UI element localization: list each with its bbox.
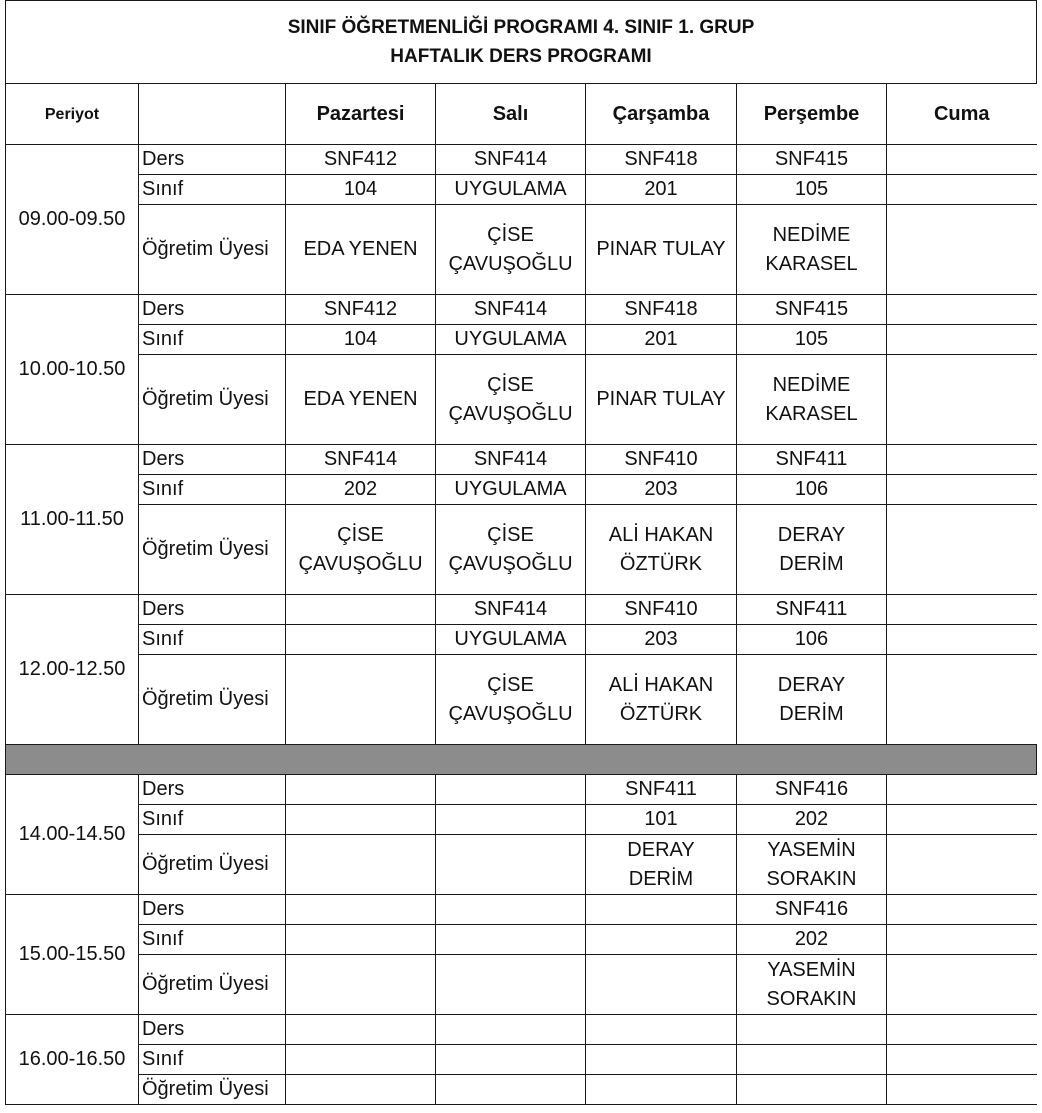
period-2-course-row — [6, 295, 1037, 325]
row-label-room: Sınıf — [139, 925, 286, 955]
course-code-tuesday — [436, 1015, 586, 1045]
period-6-instructor-row — [6, 955, 1037, 1015]
course-code-tuesday — [436, 895, 586, 925]
room-thursday: 202 — [737, 805, 887, 835]
row-label-course: Ders — [139, 595, 286, 625]
instructor-cell-wednesday — [586, 355, 737, 445]
instructor-name-line-1: ÇİSE — [487, 373, 534, 396]
course-code-wednesday: SNF411 — [586, 775, 737, 805]
day-header-friday: Cuma — [887, 84, 1037, 145]
period-4-room-row — [6, 625, 1037, 655]
period-5-instructor-row — [6, 835, 1037, 895]
room-tuesday — [436, 925, 586, 955]
room-friday — [887, 625, 1037, 655]
room-friday — [887, 175, 1037, 205]
instructor-name-line-1: PINAR TULAY — [596, 238, 726, 260]
period-time: 15.00-15.50 — [6, 895, 139, 1015]
instructor-name-line-1: DERAY — [627, 838, 695, 861]
instructor-cell-wednesday — [586, 835, 737, 895]
instructor-name-line-2: DERİM — [628, 867, 694, 890]
instructor-cell-thursday — [737, 655, 887, 745]
instructor-cell-friday — [887, 655, 1037, 745]
row-label-instructor: Öğretim Üyesi — [139, 1075, 286, 1105]
course-code-wednesday: SNF418 — [586, 295, 737, 325]
period-time: 11.00-11.50 — [6, 445, 139, 595]
period-7-course-row — [6, 1015, 1037, 1045]
room-thursday: 105 — [737, 175, 887, 205]
row-label-course: Ders — [139, 145, 286, 175]
weekly-schedule-table — [5, 0, 1037, 1105]
course-code-wednesday: SNF410 — [586, 595, 737, 625]
instructor-name-line-1: ÇİSE — [487, 523, 534, 546]
label-header-blank — [139, 84, 286, 145]
instructor-name-line-1: YASEMİN — [767, 958, 856, 981]
room-tuesday: UYGULAMA — [436, 625, 586, 655]
instructor-cell-wednesday — [586, 1075, 737, 1105]
header-row — [6, 84, 1037, 145]
room-friday — [887, 925, 1037, 955]
instructor-name-line-2: ÇAVUŞOĞLU — [298, 552, 423, 575]
row-label-instructor: Öğretim Üyesi — [139, 205, 286, 295]
course-code-thursday: SNF411 — [737, 445, 887, 475]
instructor-name-line-1: EDA YENEN — [303, 238, 418, 260]
room-wednesday: 201 — [586, 175, 737, 205]
instructor-cell-thursday — [737, 955, 887, 1015]
period-2-instructor-row — [6, 355, 1037, 445]
period-6-room-row — [6, 925, 1037, 955]
instructor-name-line-2: ÖZTÜRK — [619, 702, 703, 725]
day-header-tuesday: Salı — [436, 84, 586, 145]
instructor-cell-tuesday — [436, 1075, 586, 1105]
course-code-wednesday: SNF418 — [586, 145, 737, 175]
instructor-name-line-1: NEDİME — [772, 373, 851, 396]
instructor-name-line-1: NEDİME — [772, 223, 851, 246]
instructor-name-line-2: DERİM — [779, 552, 844, 575]
course-code-monday — [286, 775, 436, 805]
instructor-cell-wednesday — [586, 955, 737, 1015]
row-label-course: Ders — [139, 775, 286, 805]
room-friday — [887, 325, 1037, 355]
period-3-instructor-row — [6, 505, 1037, 595]
room-thursday — [737, 1045, 887, 1075]
instructor-cell-monday — [286, 355, 436, 445]
course-code-monday — [286, 595, 436, 625]
row-label-room: Sınıf — [139, 325, 286, 355]
room-tuesday: UYGULAMA — [436, 175, 586, 205]
day-header-wednesday: Çarşamba — [586, 84, 737, 145]
instructor-name-line-1: YASEMİN — [767, 838, 856, 861]
period-7-room-row — [6, 1045, 1037, 1075]
period-time: 12.00-12.50 — [6, 595, 139, 745]
instructor-name-line-1: ALİ HAKAN — [608, 523, 714, 546]
period-1-instructor-row — [6, 205, 1037, 295]
row-label-course: Ders — [139, 895, 286, 925]
period-1-room-row — [6, 175, 1037, 205]
instructor-cell-thursday — [737, 1075, 887, 1105]
instructor-cell-tuesday — [436, 505, 586, 595]
row-label-course: Ders — [139, 295, 286, 325]
row-label-room: Sınıf — [139, 475, 286, 505]
period-time: 14.00-14.50 — [6, 775, 139, 895]
instructor-name-line-1: ALİ HAKAN — [608, 673, 714, 696]
room-monday — [286, 1045, 436, 1075]
course-code-wednesday — [586, 1015, 737, 1045]
instructor-name-line-2: ÇAVUŞOĞLU — [448, 702, 573, 725]
instructor-cell-friday — [887, 505, 1037, 595]
instructor-cell-monday — [286, 1075, 436, 1105]
period-4-instructor-row — [6, 655, 1037, 745]
room-friday — [887, 805, 1037, 835]
room-thursday: 105 — [737, 325, 887, 355]
room-wednesday: 101 — [586, 805, 737, 835]
room-thursday: 106 — [737, 475, 887, 505]
row-label-course: Ders — [139, 1015, 286, 1045]
course-code-wednesday: SNF410 — [586, 445, 737, 475]
period-1-course-row — [6, 145, 1037, 175]
instructor-cell-wednesday — [586, 205, 737, 295]
instructor-cell-monday — [286, 505, 436, 595]
page-title — [6, 1, 1037, 84]
course-code-monday — [286, 895, 436, 925]
room-friday — [887, 1045, 1037, 1075]
course-code-tuesday: SNF414 — [436, 145, 586, 175]
period-7-instructor-row — [6, 1075, 1037, 1105]
title-row — [6, 1, 1037, 84]
course-code-friday — [887, 775, 1037, 805]
row-label-instructor: Öğretim Üyesi — [139, 835, 286, 895]
period-5-room-row — [6, 805, 1037, 835]
instructor-name-line-1: ÇİSE — [487, 673, 534, 696]
instructor-name-line-2: ÖZTÜRK — [619, 552, 703, 575]
period-4-course-row — [6, 595, 1037, 625]
instructor-cell-tuesday — [436, 655, 586, 745]
room-monday: 104 — [286, 325, 436, 355]
row-label-room: Sınıf — [139, 805, 286, 835]
period-6-course-row — [6, 895, 1037, 925]
instructor-cell-monday — [286, 835, 436, 895]
instructor-cell-monday — [286, 955, 436, 1015]
instructor-cell-tuesday — [436, 955, 586, 1015]
lunch-break-bar — [6, 745, 1037, 775]
room-wednesday: 203 — [586, 625, 737, 655]
instructor-name-line-2: SORAKIN — [766, 987, 857, 1010]
title-line-1: SINIF ÖĞRETMENLİĞİ PROGRAMI 4. SINIF 1. GRUP — [287, 17, 755, 38]
instructor-cell-monday — [286, 205, 436, 295]
day-header-monday: Pazartesi — [286, 84, 436, 145]
row-label-course: Ders — [139, 445, 286, 475]
course-code-thursday: SNF416 — [737, 775, 887, 805]
row-label-room: Sınıf — [139, 1045, 286, 1075]
room-wednesday — [586, 1045, 737, 1075]
row-label-room: Sınıf — [139, 625, 286, 655]
course-code-tuesday: SNF414 — [436, 595, 586, 625]
room-friday — [887, 475, 1037, 505]
period-time: 09.00-09.50 — [6, 145, 139, 295]
period-header: Periyot — [6, 84, 139, 145]
period-5-course-row — [6, 775, 1037, 805]
course-code-thursday: SNF415 — [737, 295, 887, 325]
course-code-thursday: SNF416 — [737, 895, 887, 925]
instructor-cell-tuesday — [436, 355, 586, 445]
instructor-name-line-2: KARASEL — [765, 402, 858, 425]
instructor-cell-wednesday — [586, 655, 737, 745]
room-wednesday: 201 — [586, 325, 737, 355]
instructor-cell-monday — [286, 655, 436, 745]
course-code-monday: SNF412 — [286, 145, 436, 175]
room-tuesday: UYGULAMA — [436, 475, 586, 505]
instructor-cell-tuesday — [436, 835, 586, 895]
course-code-tuesday: SNF414 — [436, 445, 586, 475]
instructor-name-line-2: SORAKIN — [766, 867, 857, 890]
room-monday: 104 — [286, 175, 436, 205]
room-monday — [286, 625, 436, 655]
room-wednesday: 203 — [586, 475, 737, 505]
instructor-name-line-2: ÇAVUŞOĞLU — [448, 552, 573, 575]
instructor-name-line-1: PINAR TULAY — [596, 388, 726, 410]
room-monday: 202 — [286, 475, 436, 505]
instructor-cell-wednesday — [586, 505, 737, 595]
room-tuesday — [436, 805, 586, 835]
course-code-friday — [887, 895, 1037, 925]
instructor-name-line-2: KARASEL — [765, 252, 858, 275]
instructor-cell-friday — [887, 355, 1037, 445]
course-code-monday: SNF414 — [286, 445, 436, 475]
course-code-thursday — [737, 1015, 887, 1045]
instructor-name-line-1: ÇİSE — [487, 223, 534, 246]
instructor-name-line-1: EDA YENEN — [303, 388, 418, 410]
room-thursday: 202 — [737, 925, 887, 955]
row-label-instructor: Öğretim Üyesi — [139, 505, 286, 595]
course-code-tuesday: SNF414 — [436, 295, 586, 325]
course-code-monday — [286, 1015, 436, 1045]
instructor-name-line-2: ÇAVUŞOĞLU — [448, 402, 573, 425]
period-time: 10.00-10.50 — [6, 295, 139, 445]
row-label-instructor: Öğretim Üyesi — [139, 655, 286, 745]
schedule-body — [6, 1, 1037, 1105]
row-label-instructor: Öğretim Üyesi — [139, 955, 286, 1015]
room-tuesday: UYGULAMA — [436, 325, 586, 355]
course-code-friday — [887, 295, 1037, 325]
course-code-friday — [887, 595, 1037, 625]
course-code-friday — [887, 1015, 1037, 1045]
instructor-cell-thursday — [737, 835, 887, 895]
instructor-cell-thursday — [737, 355, 887, 445]
instructor-name-line-1: DERAY — [777, 673, 846, 696]
period-3-course-row — [6, 445, 1037, 475]
instructor-cell-friday — [887, 205, 1037, 295]
instructor-cell-friday — [887, 835, 1037, 895]
instructor-cell-thursday — [737, 505, 887, 595]
course-code-friday — [887, 445, 1037, 475]
instructor-cell-friday — [887, 955, 1037, 1015]
period-3-room-row — [6, 475, 1037, 505]
period-time: 16.00-16.50 — [6, 1015, 139, 1105]
course-code-monday: SNF412 — [286, 295, 436, 325]
period-2-room-row — [6, 325, 1037, 355]
instructor-name-line-1: DERAY — [777, 523, 846, 546]
instructor-cell-friday — [887, 1075, 1037, 1105]
room-monday — [286, 805, 436, 835]
title-line-2: HAFTALIK DERS PROGRAMI — [390, 46, 652, 67]
room-thursday: 106 — [737, 625, 887, 655]
course-code-thursday: SNF415 — [737, 145, 887, 175]
instructor-cell-tuesday — [436, 205, 586, 295]
course-code-thursday: SNF411 — [737, 595, 887, 625]
row-label-instructor: Öğretim Üyesi — [139, 355, 286, 445]
instructor-name-line-2: ÇAVUŞOĞLU — [448, 252, 573, 275]
lunch-break-row — [6, 745, 1037, 775]
room-monday — [286, 925, 436, 955]
course-code-tuesday — [436, 775, 586, 805]
instructor-name-line-2: DERİM — [779, 702, 844, 725]
instructor-cell-thursday — [737, 205, 887, 295]
course-code-wednesday — [586, 895, 737, 925]
row-label-room: Sınıf — [139, 175, 286, 205]
room-wednesday — [586, 925, 737, 955]
room-tuesday — [436, 1045, 586, 1075]
course-code-friday — [887, 145, 1037, 175]
day-header-thursday: Perşembe — [737, 84, 887, 145]
instructor-name-line-1: ÇİSE — [337, 523, 384, 546]
